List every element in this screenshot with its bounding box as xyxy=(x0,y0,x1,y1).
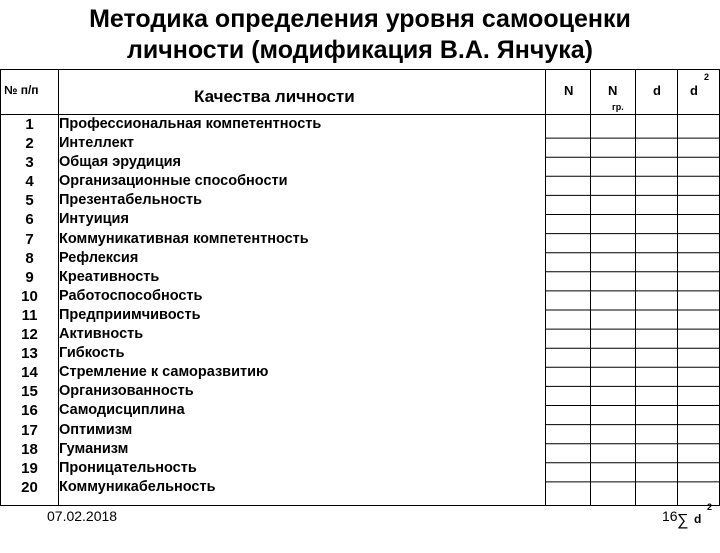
quality-item: Самодисциплина xyxy=(59,402,185,419)
n-column xyxy=(546,115,591,506)
d-squared-column xyxy=(678,115,720,506)
footer-page-number: 16 xyxy=(662,508,678,524)
row-number: 16 xyxy=(21,402,38,420)
header-ngr: N гр. xyxy=(591,70,636,115)
quality-item: Организованность xyxy=(59,383,194,400)
header-quality: Качества личности xyxy=(59,70,546,115)
title-line-1: Методика определения уровня самооценки xyxy=(89,5,631,33)
sum-superscript: 2 xyxy=(707,502,713,512)
quality-item: Гибкость xyxy=(59,345,125,362)
footer-date: 07.02.2018 xyxy=(47,508,118,524)
row-number: 20 xyxy=(21,478,38,496)
table-header-row xyxy=(1,70,720,115)
row-number: 18 xyxy=(21,440,38,458)
quality-item: Презентабельность xyxy=(59,192,202,209)
title-line-2: личности (модификация В.А. Янчука) xyxy=(126,36,594,64)
row-number: 5 xyxy=(25,192,34,210)
d-column xyxy=(636,115,678,506)
sum-variable: d xyxy=(694,512,702,526)
quality-item: Работоспособность xyxy=(59,287,203,304)
quality-item: Гуманизм xyxy=(59,440,129,457)
row-number: 8 xyxy=(25,249,34,267)
header-d-squared-sup: 2 xyxy=(704,72,710,82)
row-number: 6 xyxy=(25,211,34,229)
quality-item: Профессиональная компетентность xyxy=(59,116,322,132)
quality-item: Предприимчивость xyxy=(59,306,201,323)
quality-item: Коммуникабельность xyxy=(59,478,216,495)
ngr-column-grid xyxy=(591,115,636,505)
ngr-column xyxy=(591,115,636,506)
header-num: № п/п xyxy=(1,70,59,115)
quality-item: Интуиция xyxy=(59,211,129,228)
row-number: 9 xyxy=(25,268,34,286)
row-number: 2 xyxy=(25,135,34,153)
d-squared-column-grid xyxy=(678,115,720,505)
quality-item: Проницательность xyxy=(59,459,197,476)
row-number: 13 xyxy=(21,345,38,363)
quality-item: Коммуникативная компетентность xyxy=(59,230,309,247)
table-body-row xyxy=(1,115,720,506)
number-column xyxy=(1,115,59,506)
row-number: 14 xyxy=(21,364,38,382)
quality-item: Интеллект xyxy=(59,135,134,152)
quality-item: Общая эрудиция xyxy=(59,154,181,171)
row-number: 1 xyxy=(25,116,34,133)
row-number: 11 xyxy=(21,306,38,324)
quality-item: Организационные способности xyxy=(59,173,288,190)
row-number: 3 xyxy=(25,154,34,172)
header-d-squared: d 2 xyxy=(678,70,720,115)
sum-symbol: ∑ xyxy=(677,512,689,529)
quality-item: Активность xyxy=(59,326,144,343)
row-number: 7 xyxy=(25,230,34,248)
quality-item: Креативность xyxy=(59,268,160,285)
row-number: 4 xyxy=(25,173,34,191)
quality-item: Рефлексия xyxy=(59,249,139,266)
row-number: 17 xyxy=(21,421,38,439)
row-number: 19 xyxy=(21,459,38,477)
row-number: 12 xyxy=(21,326,38,344)
quality-item: Стремление к саморазвитию xyxy=(59,364,269,381)
self-esteem-table xyxy=(0,69,720,506)
header-n: N xyxy=(546,70,591,115)
header-ngr-sub: гр. xyxy=(612,102,624,112)
row-number: 10 xyxy=(21,287,38,305)
header-d: d xyxy=(636,70,678,115)
row-number: 15 xyxy=(21,383,38,401)
d-column-grid xyxy=(636,115,678,505)
n-column-grid xyxy=(546,115,591,505)
quality-column xyxy=(59,115,546,506)
quality-item: Оптимизм xyxy=(59,421,133,438)
page-title xyxy=(0,4,720,66)
